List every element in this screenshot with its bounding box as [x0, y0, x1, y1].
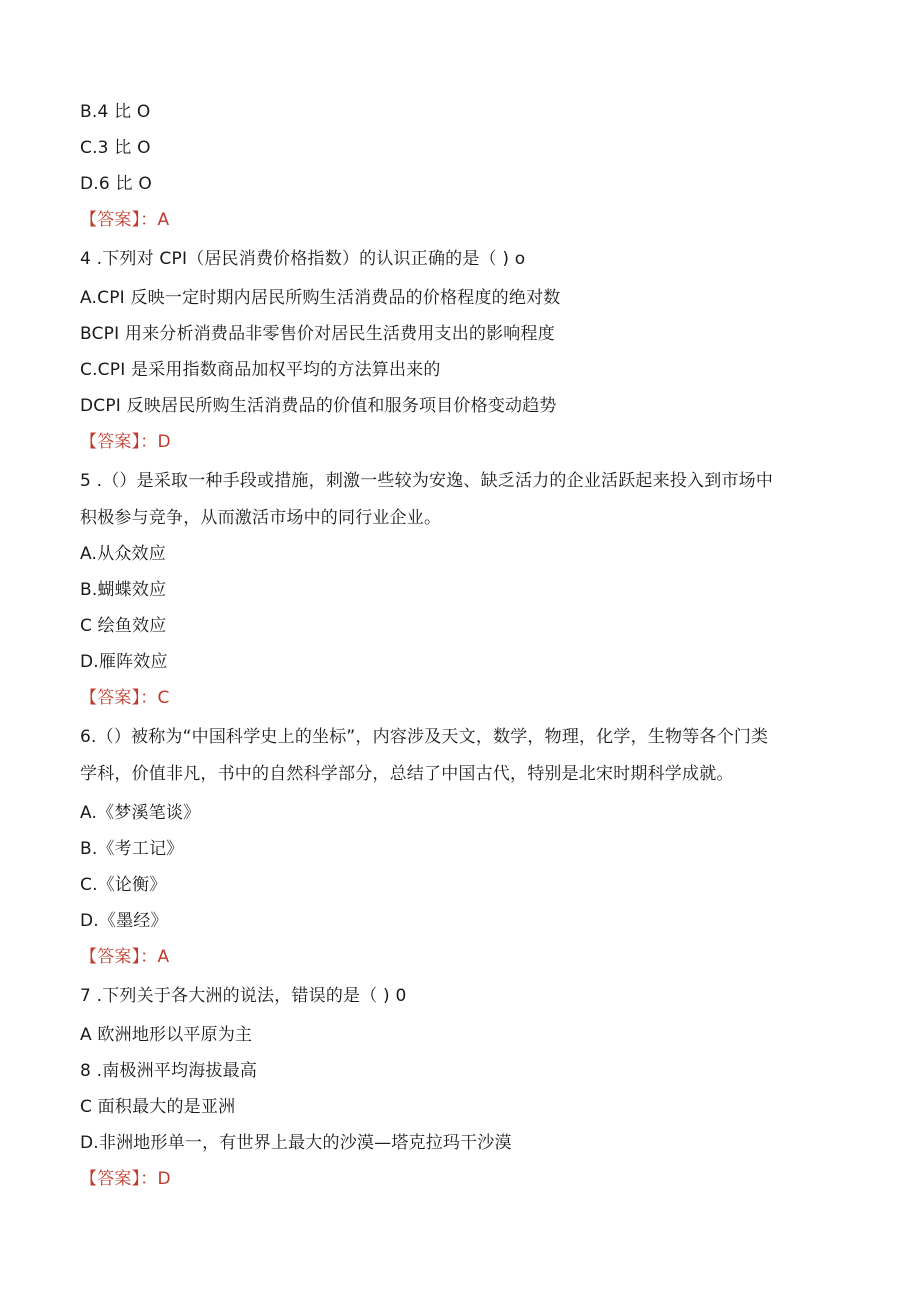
option-a: A.《梦溪笔谈》 [80, 803, 201, 823]
answer-line: 【答案】：A [80, 947, 170, 967]
option-c: C 面积最大的是亚洲 [80, 1097, 236, 1117]
option-c: C.《论衡》 [80, 875, 167, 895]
answer-line: 【答案】：C [80, 688, 170, 708]
option-c: C 绘鱼效应 [80, 616, 167, 636]
option-d: D.雁阵效应 [80, 652, 168, 672]
option-b: B.蝴蝶效应 [80, 580, 167, 600]
answer-line: 【答案】：A [80, 210, 170, 230]
option-c: C.CPI 是采用指数商品加权平均的方法算出来的 [80, 360, 441, 380]
option-b: B.《考工记》 [80, 839, 184, 859]
option-b: BCPI 用来分析消费品非零售价对居民生活费用支出的影响程度 [80, 324, 555, 344]
question-4: 4 .下列对 CPI（居民消费价格指数）的认识正确的是（ ) o [80, 249, 526, 269]
question-6: 6.（）被称为“中国科学史上的坐标”，内容涉及天文，数学，物理，化学，生物等各个门类 [80, 727, 769, 747]
option-c: C.3 比 O [80, 138, 151, 158]
question-5: 5 .（）是采取一种手段或措施，刺激一些较为安逸、缺乏活力的企业活跃起来投入到市场中 [80, 471, 774, 491]
option-b: B.4 比 O [80, 102, 151, 122]
question-6-continuation: 学科，价值非凡，书中的自然科学部分，总结了中国古代，特别是北宋时期科学成就。 [80, 764, 734, 784]
answer-line: 【答案】：D [80, 432, 171, 452]
option-a: A.从众效应 [80, 544, 166, 564]
option-d: D.6 比 O [80, 174, 152, 194]
option-a: A.CPI 反映一定时期内居民所购生活消费品的价格程度的绝对数 [80, 288, 561, 308]
answer-line: 【答案】：D [80, 1169, 171, 1189]
question-7: 7 .下列关于各大洲的说法，错误的是（ ) 0 [80, 986, 407, 1006]
question-5-continuation: 积极参与竞争，从而激活市场中的同行业企业。 [80, 508, 442, 528]
option-d: DCPI 反映居民所购生活消费品的价值和服务项目价格变动趋势 [80, 396, 557, 416]
option-a: A 欧洲地形以平原为主 [80, 1025, 253, 1045]
option-d: D.非洲地形单一，有世界上最大的沙漠—塔克拉玛干沙漠 [80, 1133, 512, 1153]
option-b: 8 .南极洲平均海拔最高 [80, 1061, 258, 1081]
option-d: D.《墨经》 [80, 911, 168, 931]
